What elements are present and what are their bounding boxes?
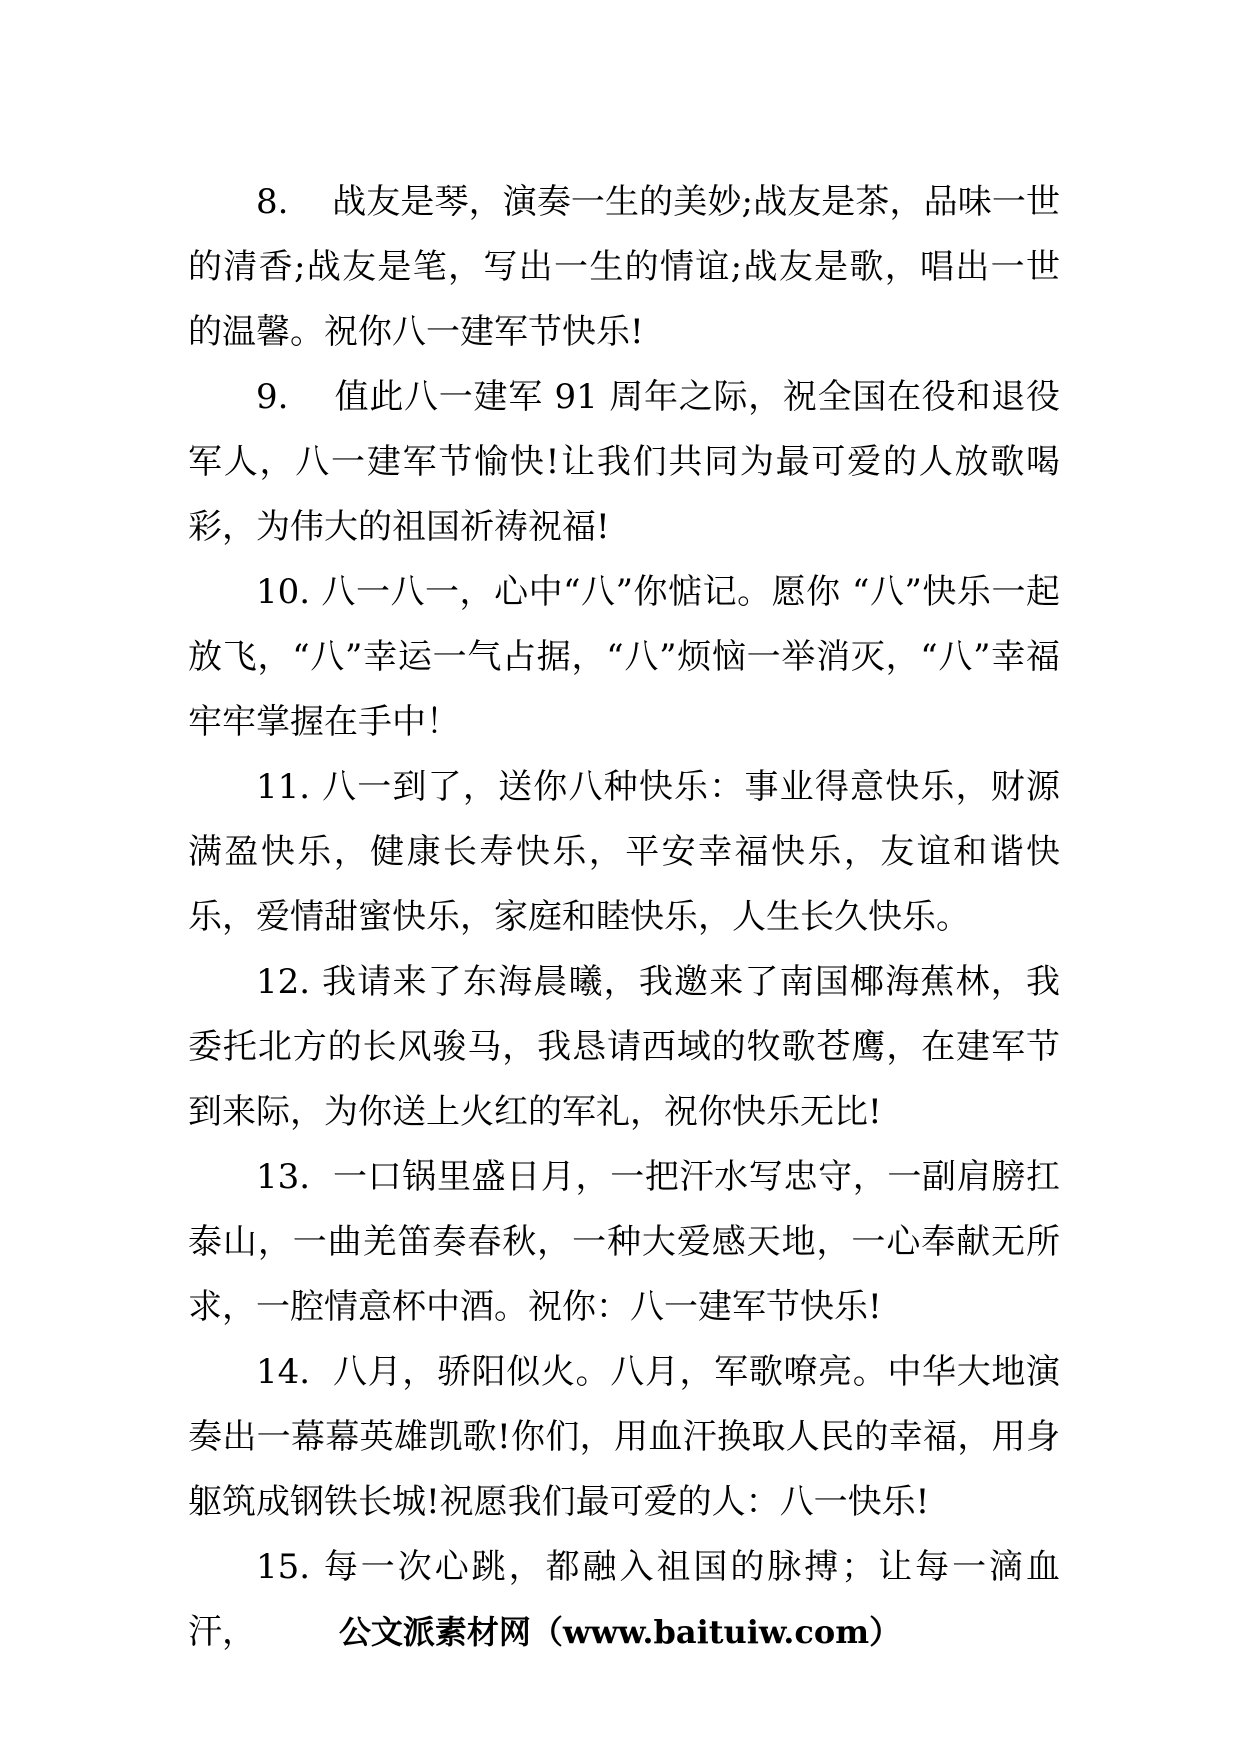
paragraph-number: 8. [256,182,289,222]
paragraph-14 [188,1340,1060,1535]
paragraph-10 [188,560,1060,755]
paragraph-text: 八月，骄阳似火。八月，军歌嘹亮。中华大地演奏出一幕幕英雄凯歌!你们，用血汗换取人民的幸福，用身躯筑成钢铁长城!祝愿我们最可爱的人：八一快乐! [188,1352,1060,1522]
paragraph-number: 9. [256,377,289,417]
paragraph-number: 11. [256,767,311,807]
paragraph-number: 12. [256,962,311,1002]
paragraph-number: 10. [256,572,311,612]
paragraph-number: 13. [256,1157,311,1197]
paragraph-text: 我请来了东海晨曦，我邀来了南国椰海蕉林，我委托北方的长风骏马，我恳请西域的牧歌苍鹰，在建军节到来际，为你送上火红的军礼，祝你快乐无比! [188,962,1061,1132]
paragraph-text: 一口锅里盛日月，一把汗水写忠守，一副肩膀扛泰山，一曲羌笛奏春秋，一种大爱感天地，一心奉献无所求，一腔情意杯中酒。祝你：八一建军节快乐! [188,1157,1060,1327]
paragraph-8 [188,170,1060,365]
paragraph-13 [188,1145,1060,1340]
paragraph-number: 15. [256,1547,311,1587]
paragraph-text: 八一到了，送你八种快乐：事业得意快乐，财源满盈快乐，健康长寿快乐，平安幸福快乐，友谊和谐快乐，爱情甜蜜快乐，家庭和睦快乐，人生长久快乐。 [188,767,1061,937]
paragraph-number: 14. [256,1352,311,1392]
page-footer: 公文派素材网（www.baituiw.com） [338,1613,902,1651]
paragraph-text: 值此八一建军 91 周年之际，祝全国在役和退役军人，八一建军节愉快!让我们共同为最可爱的人放歌喝彩，为伟大的祖国祈祷祝福! [188,377,1060,547]
paragraph-text: 八一八一，心中“八”你惦记。愿你 “八”快乐一起放飞，“八”幸运一气占据，“八”烦恼一举消灭，“八”幸福牢牢掌握在手中！ [188,572,1060,742]
paragraph-text: 每一次心跳，都融入祖国的脉搏；让每一滴血汗， [188,1547,1060,1652]
document-body [188,170,1060,1665]
paragraph-12 [188,950,1060,1145]
paragraph-9 [188,365,1060,560]
paragraph-text: 战友是琴，演奏一生的美妙;战友是茶，品味一世的清香;战友是笔，写出一生的情谊;战友是歌，唱出一世的温馨。祝你八一建军节快乐! [188,182,1060,352]
paragraph-11 [188,755,1060,950]
